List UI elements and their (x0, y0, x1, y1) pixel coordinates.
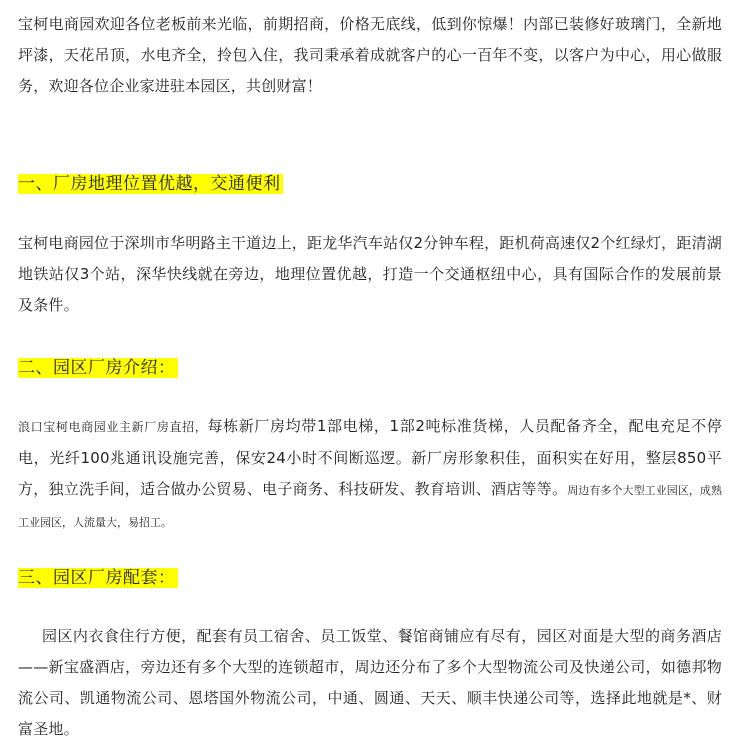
intro-paragraph: 宝柯电商园欢迎各位老板前来光临，前期招商，价格无底线，低到你惊爆！内部已装修好玻璃门，全新地坪漆，天花吊顶，水电齐全，拎包入住，我司秉承着成就客户的心一百年不变，以客户为中心，用心做服务，欢迎各位企业家进驻本园区，共创财富！ (18, 15, 722, 95)
section-3-heading-text: 三、园区厂房配套： (18, 568, 176, 588)
section-2-heading (18, 355, 178, 381)
section-3-heading (18, 565, 178, 591)
section-1-paragraph: 宝柯电商园位于深圳市华明路主干道边上，距龙华汽车站仅2分钟车程，距机荷高速仅2个红绿灯，距清湖地铁站仅3个站，深华快线就在旁边，地理位置优越，打造一个交通枢纽中心，具有国际合作的发展前景及条件。 (18, 234, 722, 314)
section-2-prefix: 浪口宝柯电商园业主新厂房直招， (18, 420, 208, 434)
section-2-heading-text: 二、园区厂房介绍： (18, 358, 176, 378)
section-2-paragraph (18, 411, 722, 538)
section-2-suffix: 周边有多个大型工业园区，成熟工业园区，人流量大，易招工。 (18, 484, 722, 529)
section-1-heading-text: 一、厂房地理位置优越，交通便利 (18, 174, 281, 194)
section-2-body: 每栋新厂房均带1部电梯，1部2吨标准货梯，人员配备齐全，配电充足不停电，光纤100兆通讯设施完善，保安24小时不间断巡逻。新厂房形象积佳，面积实在好用，整层850平方，独立洗手间，适合做办公贸易、电子商务、科技研发、教育培训、酒店等等。 (18, 417, 722, 498)
section-3-paragraph: 园区内衣食住行方便，配套有员工宿舍、员工饭堂、餐馆商铺应有尽有，园区对面是大型的商务酒店——新宝盛酒店，旁边还有多个大型的连锁超市，周边还分布了多个大型物流公司及快递公司，如德邦物流公司、凯通物流公司、恩塔国外物流公司，中通、圆通、天天、顺丰快递公司等，选择此地就是*、财富圣地。 (18, 627, 722, 738)
section-1-heading (18, 171, 283, 197)
